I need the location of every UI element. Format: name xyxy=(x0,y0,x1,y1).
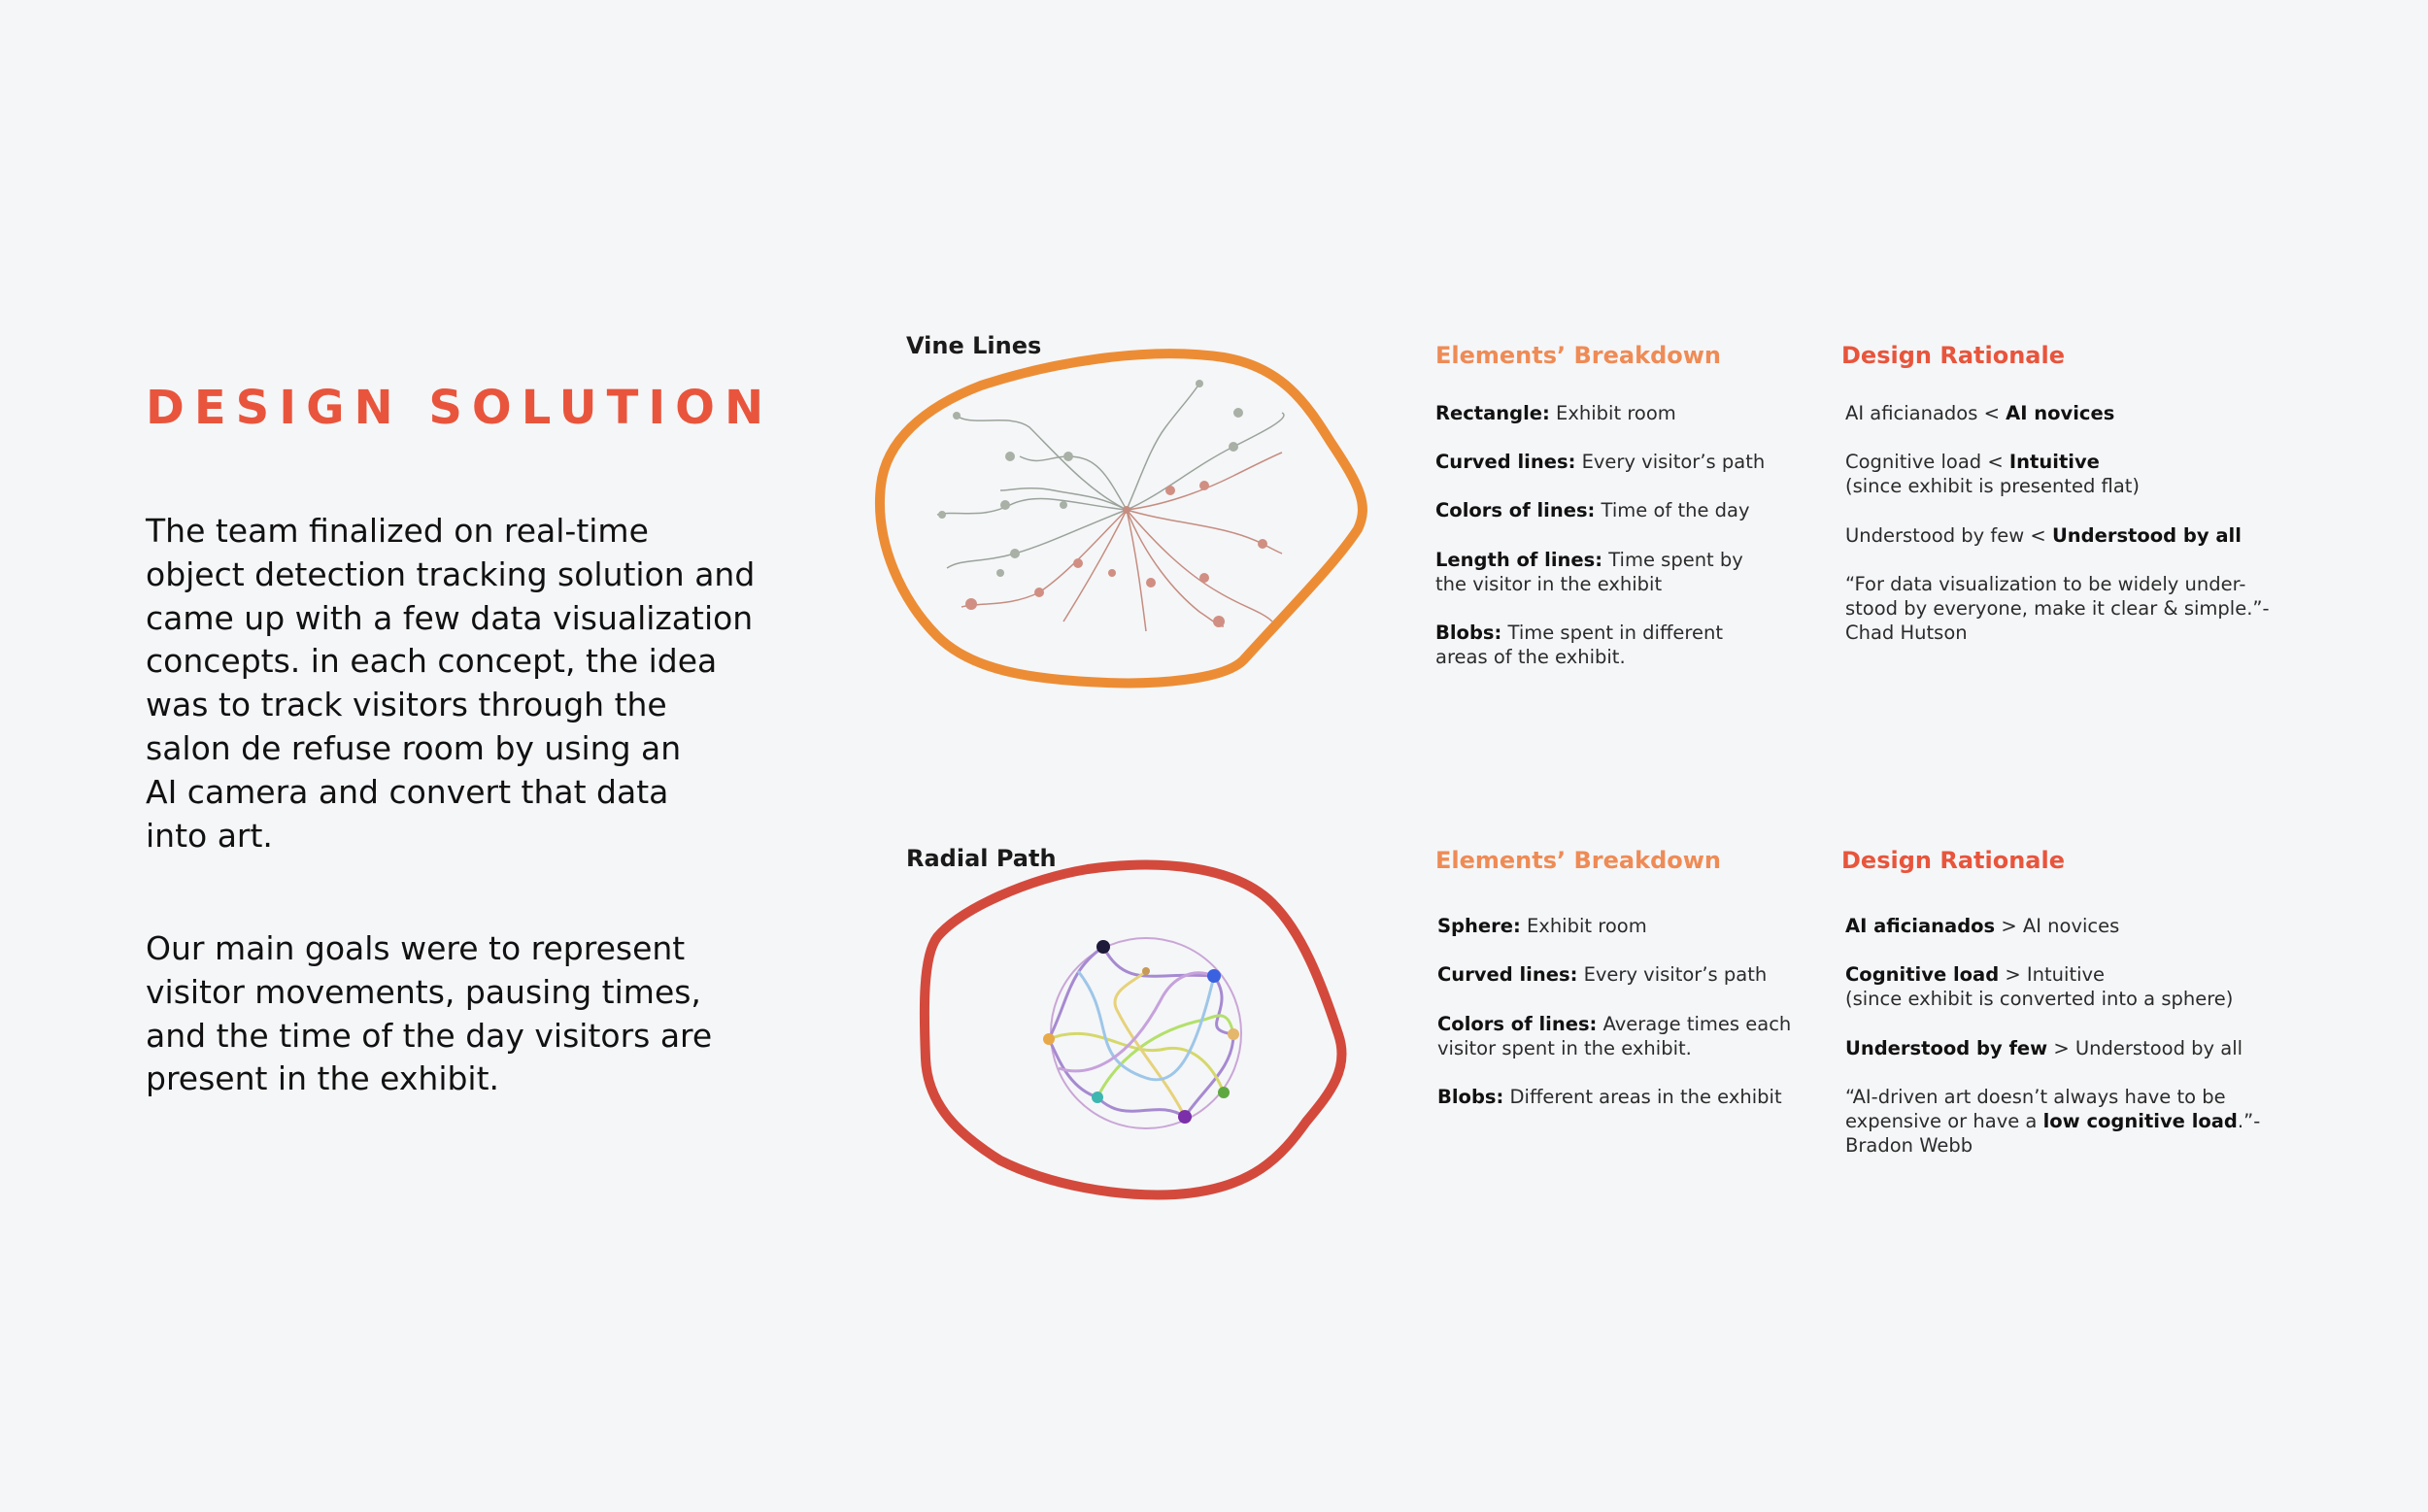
vine-rationale-item: AI aficianados < AI novices xyxy=(1845,402,2115,424)
radial-path-lines xyxy=(1049,947,1233,1117)
vine-breakdown-item: Colors of lines: Time of the day xyxy=(1435,499,1750,521)
goals-paragraph: Our main goals were to represent visitor movements, pausing times, and the time of the day visitors are present in the exhibit. xyxy=(146,929,713,1098)
radial-rationale-item: Understood by few > Understood by all xyxy=(1845,1037,2243,1059)
radial-breakdown-item: Sphere: Exhibit room xyxy=(1437,915,1647,937)
vine-lines-outline xyxy=(880,353,1363,683)
radial-path-visualization xyxy=(913,859,1350,1199)
vine-lines-paths xyxy=(937,384,1284,631)
concept-title-radial-path: Radial Path xyxy=(906,845,1057,872)
vine-lines-visualization xyxy=(869,345,1379,694)
radial-breakdown-heading: Elements’ Breakdown xyxy=(1435,847,1721,874)
vine-breakdown-item: Blobs: Time spent in different areas of the exhibit. xyxy=(1435,622,1723,668)
vine-breakdown-heading: Elements’ Breakdown xyxy=(1435,342,1721,369)
vine-lines-blobs xyxy=(938,380,1267,627)
radial-path-outline xyxy=(925,865,1342,1195)
vine-rationale-item: Understood by few < Understood by all xyxy=(1845,524,2242,547)
page-heading: DESIGN SOLUTION xyxy=(146,381,774,435)
radial-rationale-item: AI aficianados > AI novices xyxy=(1845,915,2120,937)
radial-rationale-item: Cognitive load > Intuitive (since exhibit is converted into a sphere) xyxy=(1845,963,2234,1010)
radial-rationale-heading: Design Rationale xyxy=(1841,847,2065,874)
vine-breakdown-item: Curved lines: Every visitor’s path xyxy=(1435,451,1766,473)
intro-paragraph: The team finalized on real-time object detection tracking solution and came up with a few data visualization concepts. in each concept, the idea was to track visitors through the salon de refuse room by using an AI camera and convert that data into art. xyxy=(146,512,756,855)
radial-breakdown-item: Colors of lines: Average times each visitor spent in the exhibit. xyxy=(1437,1013,1792,1059)
vine-breakdown-item: Length of lines: Time spent by the visitor in the exhibit xyxy=(1435,549,1743,595)
concept-title-vine-lines: Vine Lines xyxy=(906,332,1042,359)
radial-breakdown-item: Blobs: Different areas in the exhibit xyxy=(1437,1086,1782,1108)
vine-rationale-quote: “For data visualization to be widely under- stood by everyone, make it clear & simple.”- Chad Hutson xyxy=(1845,573,2270,644)
vine-rationale-item: Cognitive load < Intuitive (since exhibit is presented flat) xyxy=(1845,451,2141,497)
vine-rationale-heading: Design Rationale xyxy=(1841,342,2065,369)
radial-breakdown-item: Curved lines: Every visitor’s path xyxy=(1437,963,1768,986)
vine-breakdown-item: Rectangle: Exhibit room xyxy=(1435,402,1676,424)
radial-rationale-quote: “AI-driven art doesn’t always have to be expensive or have a low cognitive load.”- Bradon Webb xyxy=(1845,1086,2261,1157)
